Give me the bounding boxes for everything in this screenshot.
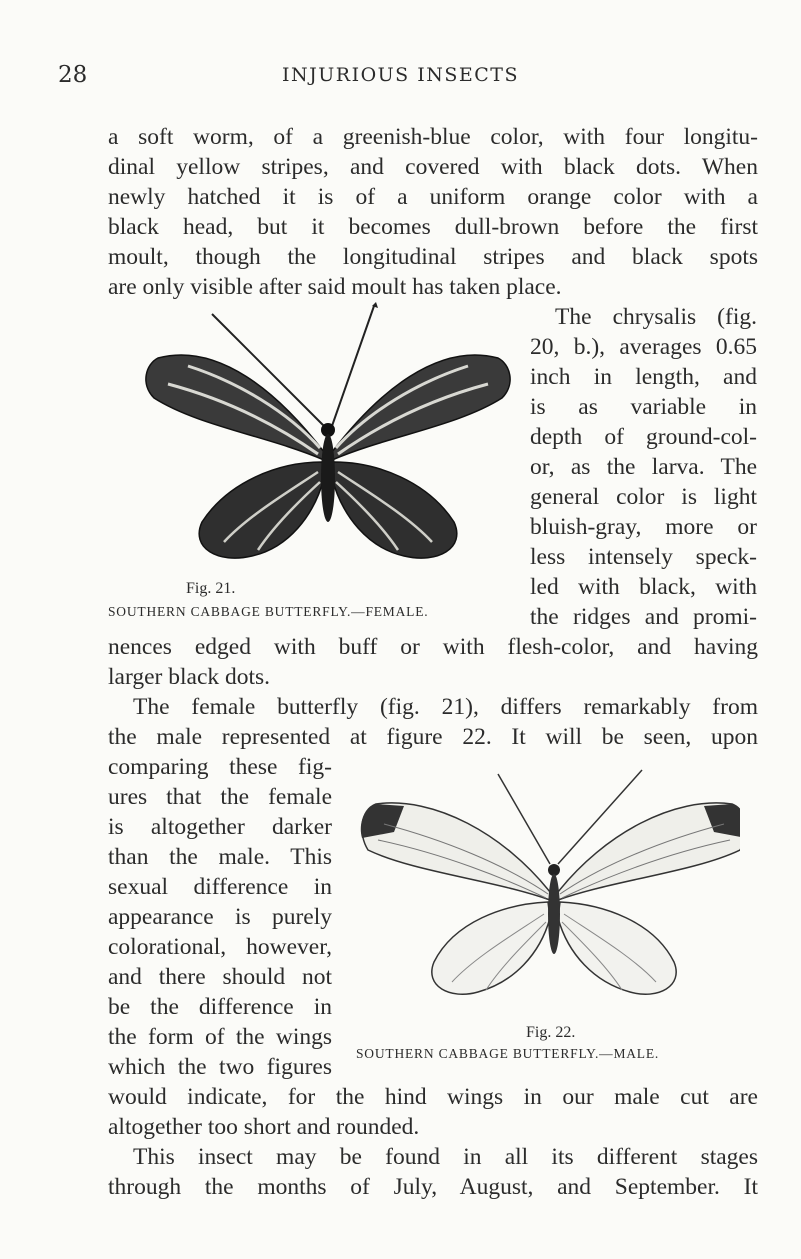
text-line: are only visible after said moult has taken place. <box>108 274 562 300</box>
text-line: 20, b.), averages 0.65 <box>530 334 757 360</box>
text-line: and there should not <box>108 964 332 990</box>
text-line: dinal yellow stripes, and covered with black dots. When <box>108 154 758 180</box>
text-line: newly hatched it is of a uniform orange color with a <box>108 184 758 210</box>
text-line: the male represented at figure 22. It will be seen, upon <box>108 724 758 750</box>
running-head: INJURIOUS INSECTS <box>282 64 519 86</box>
text-line: a soft worm, of a greenish-blue color, with four longitu- <box>108 124 758 150</box>
text-line: the form of the wings <box>108 1024 332 1050</box>
text-line: sexual difference in <box>108 874 332 900</box>
butterfly-male-illustration <box>354 754 740 1024</box>
butterfly-female-illustration <box>128 302 524 580</box>
text-line: than the male. This <box>108 844 332 870</box>
text-line: nences edged with buff or with flesh-color, and having <box>108 634 758 660</box>
fig-22-number: Fig. 22. <box>526 1024 576 1041</box>
fig-21-number: Fig. 21. <box>186 580 236 597</box>
text-line: The female butterfly (fig. 21), differs remarkably from <box>133 694 758 720</box>
text-line: would indicate, for the hind wings in our male cut are <box>108 1084 758 1110</box>
text-line: is altogether darker <box>108 814 332 840</box>
text-line: the ridges and promi- <box>530 604 757 630</box>
text-line: The chrysalis (fig. <box>555 304 757 330</box>
text-line: moult, though the longitudinal stripes and black spots <box>108 244 758 270</box>
text-line: be the difference in <box>108 994 332 1020</box>
text-line: bluish-gray, more or <box>530 514 757 540</box>
page-number: 28 <box>58 62 88 88</box>
text-line: appearance is purely <box>108 904 332 930</box>
text-line: This insect may be found in all its different stages <box>133 1144 758 1170</box>
text-line: ures that the female <box>108 784 332 810</box>
text-line: altogether too short and rounded. <box>108 1114 420 1140</box>
fig-22-caption: SOUTHERN CABBAGE BUTTERFLY.—MALE. <box>356 1046 660 1061</box>
text-line: through the months of July, August, and September. It <box>108 1174 758 1200</box>
text-line: is as variable in <box>530 394 757 420</box>
text-line: less intensely speck- <box>530 544 757 570</box>
text-line: or, as the larva. The <box>530 454 757 480</box>
text-line: led with black, with <box>530 574 757 600</box>
text-line: comparing these fig- <box>108 754 332 780</box>
text-line: inch in length, and <box>530 364 757 390</box>
text-line: depth of ground-col- <box>530 424 757 450</box>
page-header <box>0 62 801 92</box>
text-line: general color is light <box>530 484 757 510</box>
text-line: colorational, however, <box>108 934 332 960</box>
text-line: larger black dots. <box>108 664 271 690</box>
text-line: black head, but it becomes dull-brown before the first <box>108 214 758 240</box>
text-line: which the two figures <box>108 1054 332 1080</box>
fig-21-caption: SOUTHERN CABBAGE BUTTERFLY.—FEMALE. <box>108 604 429 619</box>
